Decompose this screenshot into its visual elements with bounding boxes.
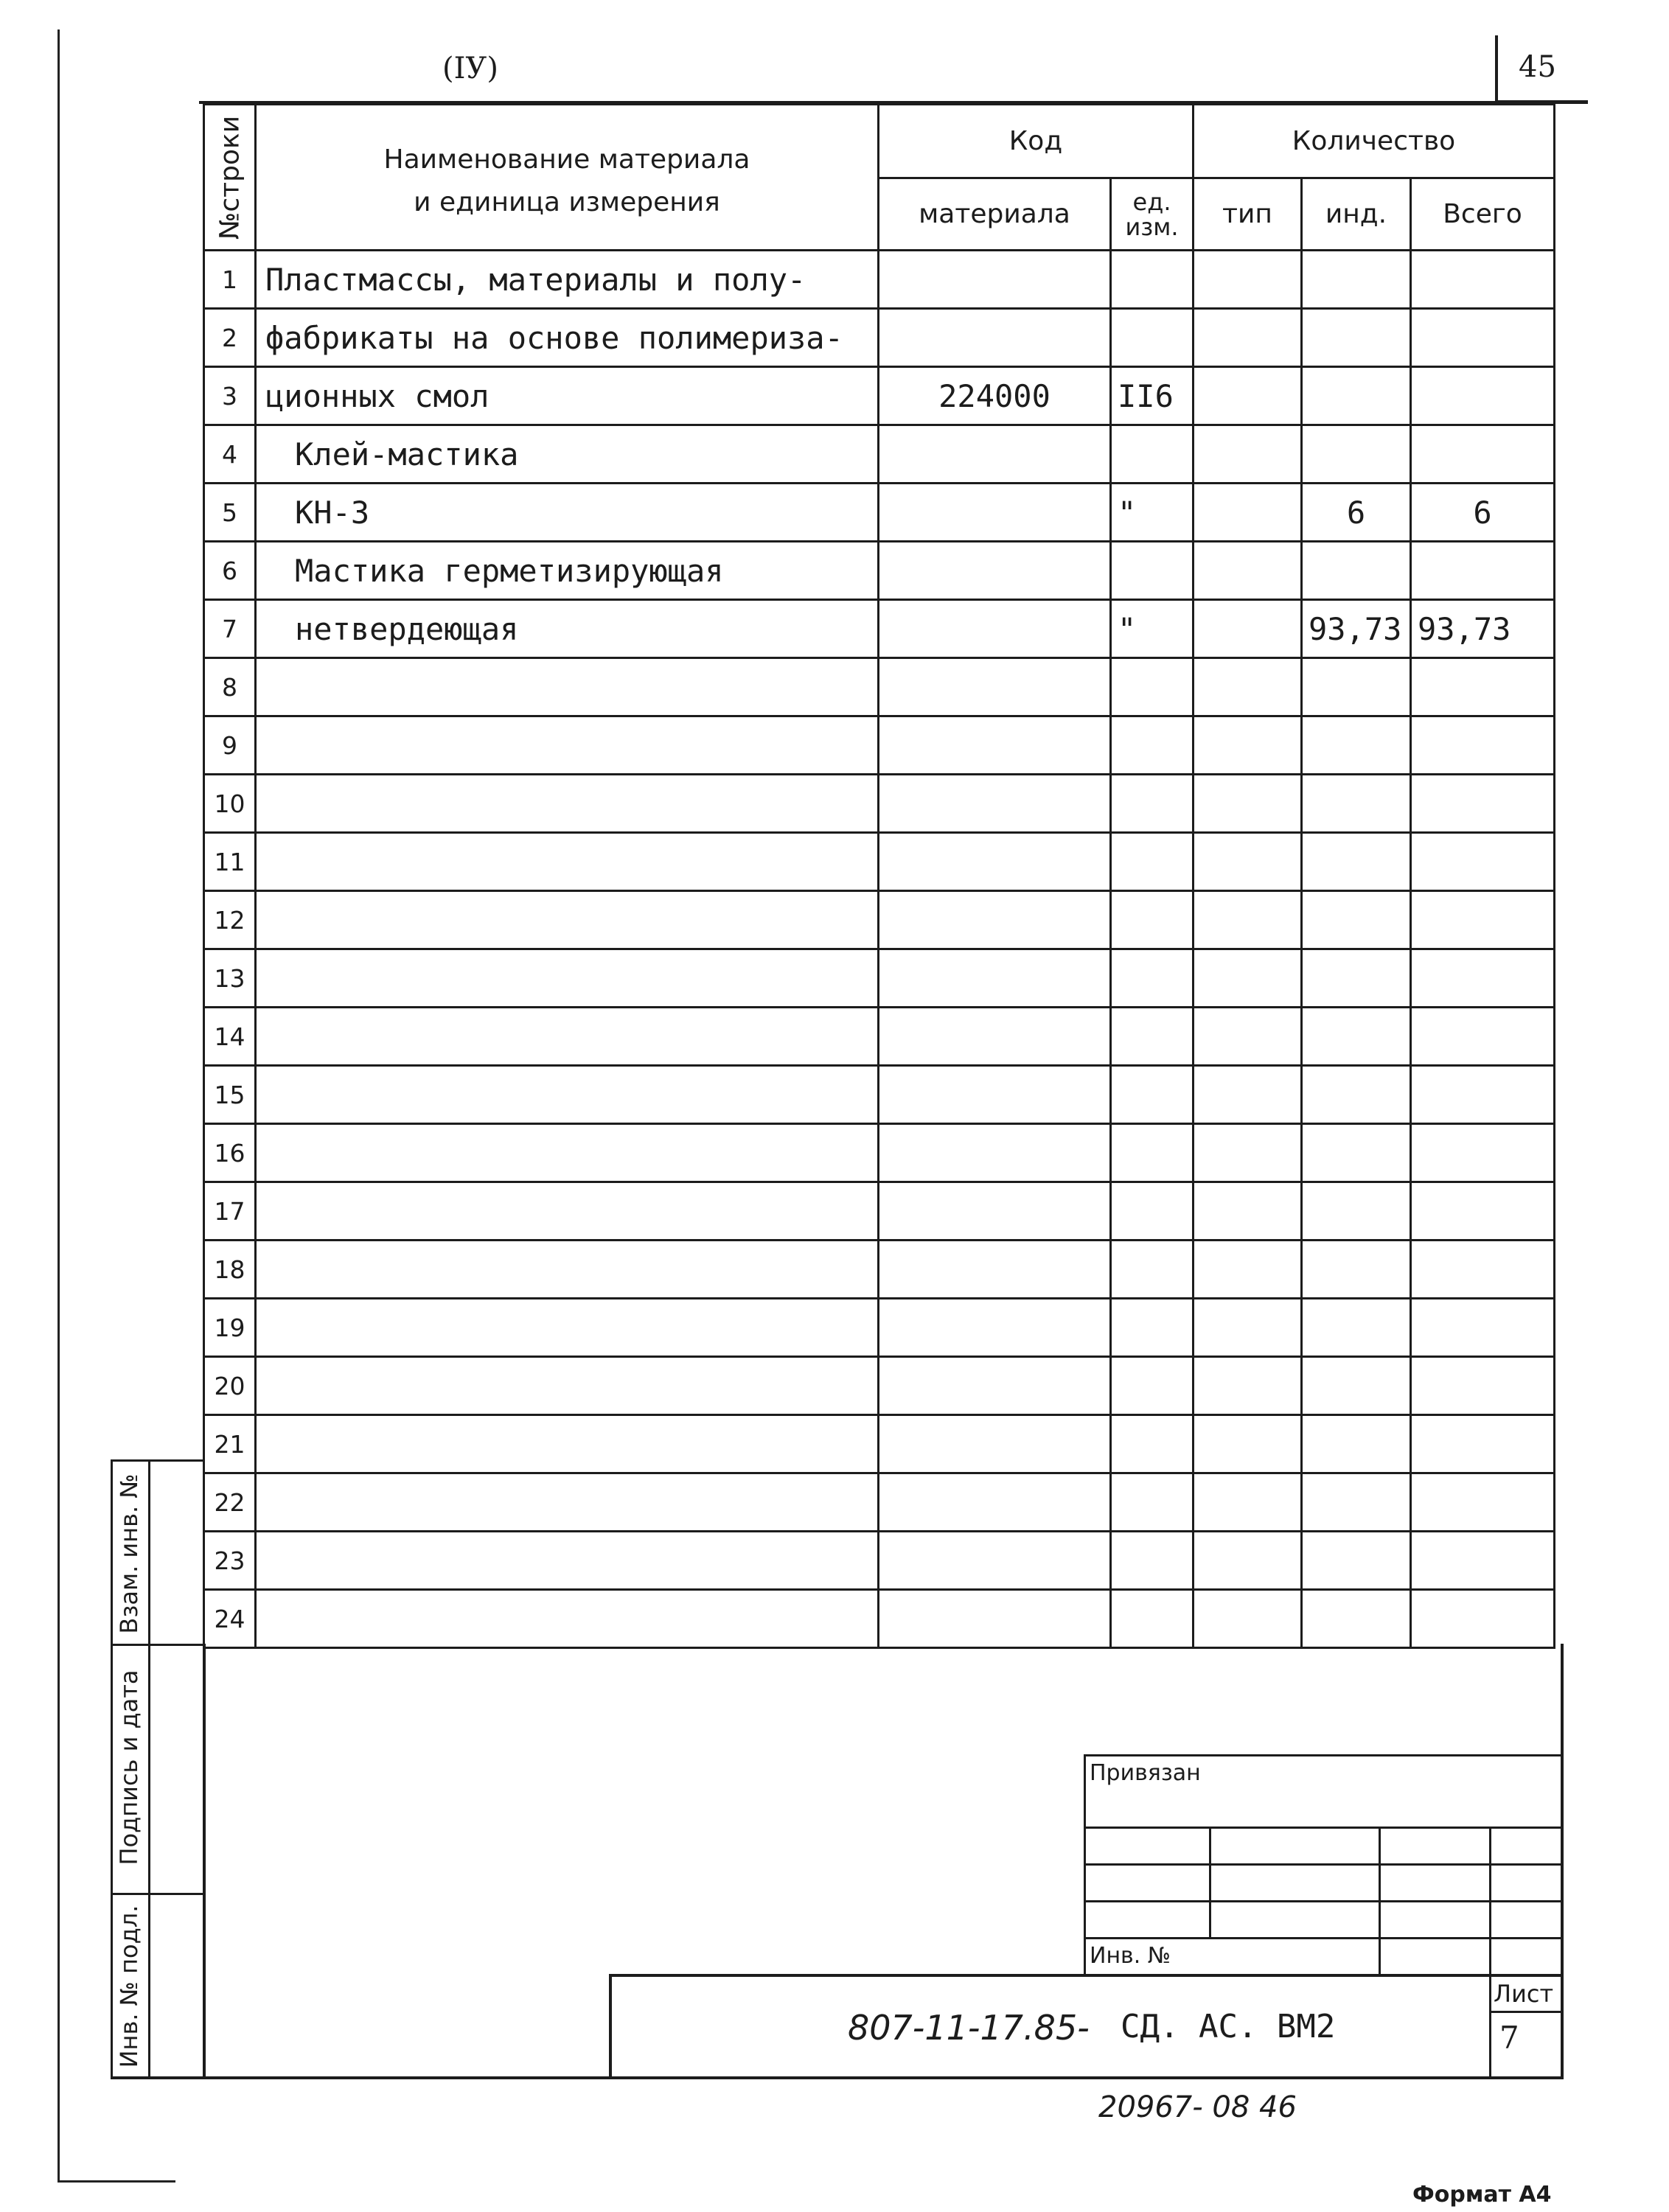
signature-date-label: Подпись и дата [115,1670,143,1866]
quantity-ind-cell [1302,1124,1411,1182]
material-code-cell [879,716,1111,775]
table-row [204,309,1555,367]
quantity-ind-cell [1302,1473,1411,1532]
material-name-cell [256,1008,879,1066]
material-code-cell [879,1124,1111,1182]
table-row [204,1357,1555,1415]
material-name-cell [256,833,879,891]
header-row-number [204,105,256,251]
quantity-total-cell [1411,775,1555,833]
quantity-total-cell [1411,658,1555,716]
row-number-cell: 1 [204,251,256,309]
quantity-type-cell [1194,949,1302,1008]
quantity-total-cell [1411,1357,1555,1415]
material-name-cell [256,775,879,833]
quantity-ind-cell [1302,251,1411,309]
table-row [204,425,1555,484]
material-name-cell: Пластмассы, материалы и полу- [256,251,879,309]
row-number-cell: 20 [204,1357,256,1415]
row-number-cell: 18 [204,1241,256,1299]
table-row [204,1008,1555,1066]
unit-code-cell [1111,1182,1194,1241]
quantity-ind-cell [1302,367,1411,425]
quantity-type-cell [1194,484,1302,542]
material-code-cell [879,309,1111,367]
table-row [204,600,1555,658]
table-row [204,1299,1555,1357]
frame-left-line [203,1644,206,2079]
quantity-ind-cell [1302,1357,1411,1415]
archive-number: 20967- 08 46 [1098,2090,1297,2124]
row-number-cell: 13 [204,949,256,1008]
material-name-cell: Мастика герметизирующая [256,542,879,600]
unit-code-cell [1111,949,1194,1008]
header-name-line1: Наименование материала [383,144,750,175]
unit-code-cell: II6 [1111,367,1194,425]
quantity-total-cell [1411,1532,1555,1590]
materials-table-body [204,251,1555,1648]
quantity-ind-cell [1302,1066,1411,1124]
material-code-cell [879,1415,1111,1473]
quantity-type-cell [1194,775,1302,833]
material-name-cell [256,949,879,1008]
title-block-rule [1489,2011,1563,2013]
table-row [204,367,1555,425]
row-number-cell: 3 [204,367,256,425]
quantity-total-cell [1411,309,1555,367]
format-label: Формат А4 [1412,2182,1552,2208]
quantity-ind-cell [1302,1532,1411,1590]
quantity-type-cell [1194,367,1302,425]
material-name-cell [256,1066,879,1124]
quantity-total-cell [1411,1241,1555,1299]
row-number-cell: 19 [204,1299,256,1357]
document-code: СД. АС. ВМ2 [1121,2008,1336,2045]
material-name-cell [256,1590,879,1648]
material-name-cell [256,1473,879,1532]
unit-code-cell [1111,775,1194,833]
unit-code-cell [1111,1241,1194,1299]
unit-code-cell [1111,1299,1194,1357]
row-number-cell: 12 [204,891,256,949]
quantity-ind-cell: 93,73 [1302,600,1411,658]
table-row [204,1241,1555,1299]
material-name-cell: нетвердеющая [256,600,879,658]
unit-code-cell [1111,1357,1194,1415]
quantity-ind-cell [1302,1182,1411,1241]
quantity-ind-cell [1302,1008,1411,1066]
table-row [204,949,1555,1008]
quantity-total-cell [1411,716,1555,775]
table-row [204,1590,1555,1648]
row-number-cell: 24 [204,1590,256,1648]
material-name-cell [256,1182,879,1241]
material-code-cell [879,542,1111,600]
header-quantity-ind: инд. [1302,178,1411,251]
table-row [204,542,1555,600]
material-name-cell [256,1357,879,1415]
material-code-cell [879,775,1111,833]
material-code-cell [879,484,1111,542]
material-name-cell [256,1241,879,1299]
material-code-cell [879,658,1111,716]
material-code-cell [879,1532,1111,1590]
unit-code-cell [1111,251,1194,309]
materials-table [203,103,1555,1649]
material-code-cell [879,1008,1111,1066]
inv-no-original-label: Инв. № подл. [115,1905,143,2068]
unit-code-cell [1111,1473,1194,1532]
unit-code-cell [1111,1008,1194,1066]
header-code-material: материала [879,178,1111,251]
row-number-cell: 2 [204,309,256,367]
quantity-type-cell [1194,1066,1302,1124]
quantity-type-cell [1194,251,1302,309]
quantity-total-cell [1411,891,1555,949]
material-name-cell: ционных смол [256,367,879,425]
quantity-ind-cell: 6 [1302,484,1411,542]
material-name-cell [256,891,879,949]
unit-code-cell [1111,891,1194,949]
quantity-type-cell [1194,1182,1302,1241]
material-code-cell [879,1590,1111,1648]
unit-code-cell [1111,425,1194,484]
quantity-type-cell [1194,1532,1302,1590]
quantity-type-cell [1194,309,1302,367]
section-title: (IУ) [442,52,498,86]
row-number-cell: 4 [204,425,256,484]
quantity-total-cell [1411,1182,1555,1241]
sheet-label: Лист [1494,1980,1554,2008]
material-code-cell [879,949,1111,1008]
side-stamp [111,1459,203,2079]
header-quantity-group: Количество [1194,105,1555,178]
unit-code-cell [1111,1415,1194,1473]
quantity-type-cell [1194,1473,1302,1532]
quantity-ind-cell [1302,949,1411,1008]
unit-code-cell: " [1111,600,1194,658]
material-name-cell [256,658,879,716]
unit-code-cell [1111,309,1194,367]
quantity-type-cell [1194,891,1302,949]
quantity-total-cell [1411,1299,1555,1357]
quantity-ind-cell [1302,775,1411,833]
material-name-cell [256,716,879,775]
material-name-cell [256,1415,879,1473]
unit-code-cell [1111,716,1194,775]
table-row [204,1415,1555,1473]
material-code-cell [879,251,1111,309]
title-block-rule [609,1974,1563,1977]
quantity-type-cell [1194,658,1302,716]
quantity-ind-cell [1302,542,1411,600]
row-number-cell: 17 [204,1182,256,1241]
material-name-cell [256,1532,879,1590]
table-row [204,1182,1555,1241]
quantity-type-cell [1194,716,1302,775]
table-row [204,716,1555,775]
quantity-ind-cell [1302,1241,1411,1299]
quantity-total-cell [1411,251,1555,309]
material-code-cell [879,1066,1111,1124]
page-left-edge [58,29,60,2182]
row-number-cell: 8 [204,658,256,716]
side-stamp-divider [148,1462,150,2079]
row-number-cell: 9 [204,716,256,775]
quantity-ind-cell [1302,1590,1411,1648]
table-row [204,658,1555,716]
table-row [204,833,1555,891]
material-code-cell [879,1182,1111,1241]
row-number-cell: 23 [204,1532,256,1590]
header-name-line2: и единица измерения [414,186,720,217]
quantity-total-cell [1411,1590,1555,1648]
material-name-cell: КН-3 [256,484,879,542]
table-row [204,1532,1555,1590]
quantity-total-cell [1411,1008,1555,1066]
inv-no-label: Инв. № [1090,1943,1171,1969]
quantity-total-cell [1411,367,1555,425]
material-code-cell [879,425,1111,484]
quantity-type-cell [1194,1415,1302,1473]
material-code-cell [879,1357,1111,1415]
unit-code-cell [1111,1532,1194,1590]
frame-bottom-line [111,2076,1563,2079]
quantity-total-cell [1411,1124,1555,1182]
material-name-cell: фабрикаты на основе полимериза- [256,309,879,367]
row-number-cell: 22 [204,1473,256,1532]
table-row [204,1473,1555,1532]
header-name [256,105,879,251]
quantity-total-cell: 93,73 [1411,600,1555,658]
quantity-total-cell [1411,949,1555,1008]
unit-code-cell [1111,658,1194,716]
title-block-rule [1209,1827,1211,1939]
table-row [204,484,1555,542]
quantity-type-cell [1194,1008,1302,1066]
table-row [204,775,1555,833]
quantity-total-cell [1411,833,1555,891]
row-number-cell: 6 [204,542,256,600]
quantity-type-cell [1194,542,1302,600]
page-bottom-edge [58,2180,175,2183]
material-name-cell [256,1124,879,1182]
title-block-rule [1084,1754,1563,1756]
quantity-total-cell [1411,1415,1555,1473]
quantity-type-cell [1194,1357,1302,1415]
title-block-rule [1489,1827,1491,2079]
side-stamp-rule [113,1893,206,1895]
quantity-total-cell [1411,1473,1555,1532]
quantity-type-cell [1194,1241,1302,1299]
table-row [204,251,1555,309]
quantity-type-cell [1194,833,1302,891]
table-row [204,1124,1555,1182]
quantity-ind-cell [1302,309,1411,367]
material-code-cell [879,833,1111,891]
quantity-total-cell: 6 [1411,484,1555,542]
material-code-cell [879,891,1111,949]
row-number-cell: 15 [204,1066,256,1124]
quantity-ind-cell [1302,658,1411,716]
title-block-rule [609,1974,612,2079]
row-number-cell: 16 [204,1124,256,1182]
material-code-cell [879,1241,1111,1299]
quantity-type-cell [1194,1590,1302,1648]
material-code-cell [879,1299,1111,1357]
quantity-ind-cell [1302,716,1411,775]
header-quantity-total: Всего [1411,178,1555,251]
header-row-number-label: №строки [215,115,245,240]
quantity-ind-cell [1302,425,1411,484]
quantity-ind-cell [1302,1415,1411,1473]
quantity-total-cell [1411,425,1555,484]
side-stamp-rule [113,1644,206,1646]
document-code-handwritten: 807-11-17.85- [848,2008,1090,2048]
table-row [204,1066,1555,1124]
row-number-cell: 14 [204,1008,256,1066]
quantity-type-cell [1194,425,1302,484]
row-number-cell: 5 [204,484,256,542]
frame-right-line [1561,1644,1564,2079]
material-code-cell [879,600,1111,658]
row-number-cell: 21 [204,1415,256,1473]
row-number-cell: 11 [204,833,256,891]
unit-code-cell [1111,542,1194,600]
material-code-cell [879,1473,1111,1532]
quantity-ind-cell [1302,1299,1411,1357]
title-block-rule [1379,1827,1381,1975]
material-name-cell: Клей-мастика [256,425,879,484]
material-name-cell [256,1299,879,1357]
quantity-ind-cell [1302,891,1411,949]
unit-code-cell [1111,1124,1194,1182]
quantity-ind-cell [1302,833,1411,891]
quantity-type-cell [1194,1124,1302,1182]
material-code-cell: 224000 [879,367,1111,425]
header-quantity-type: тип [1194,178,1302,251]
row-number-cell: 10 [204,775,256,833]
unit-code-cell [1111,833,1194,891]
unit-code-cell: " [1111,484,1194,542]
unit-code-cell [1111,1066,1194,1124]
quantity-total-cell [1411,1066,1555,1124]
quantity-total-cell [1411,542,1555,600]
header-code-group: Код [879,105,1194,178]
header-code-unit: ед. изм. [1111,178,1194,251]
table-row [204,891,1555,949]
quantity-type-cell [1194,1299,1302,1357]
page-number: 45 [1519,50,1556,84]
replaced-inv-no-label: Взам. инв. № [115,1473,143,1634]
attached-label: Привязан [1090,1760,1201,1786]
row-number-cell: 7 [204,600,256,658]
sheet-number: 7 [1499,2020,1519,2056]
unit-code-cell [1111,1590,1194,1648]
quantity-type-cell [1194,600,1302,658]
